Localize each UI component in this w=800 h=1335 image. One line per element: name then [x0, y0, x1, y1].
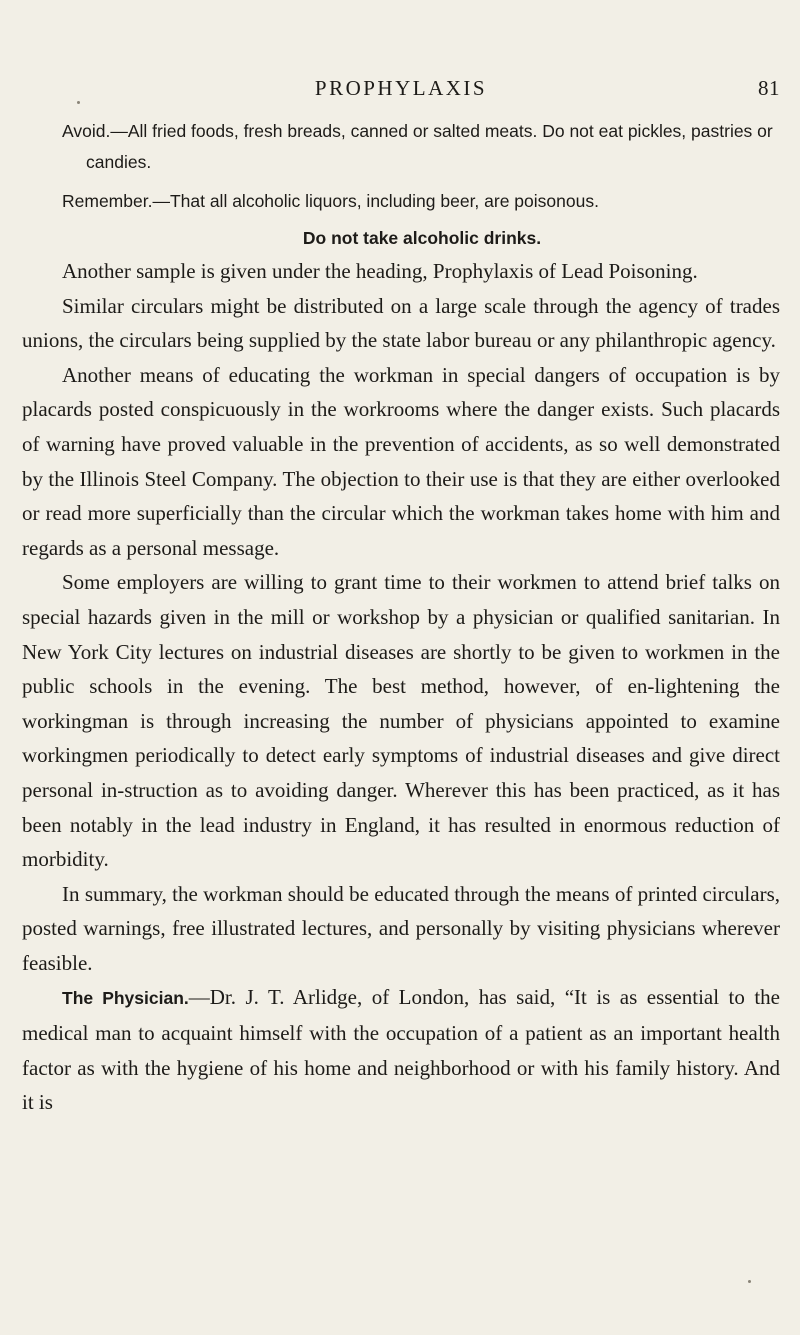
circular-excerpt [62, 116, 782, 262]
paragraph-placards: Another means of educating the workman in special dangers of occupation is by placards posted conspicuously in the workrooms where the danger exists. Such placards of warning have proved valuable in the prevention of accidents, as so well demonstrated by the Illinois Steel Company. The objection to their use is that they are either overlooked or read more superficially than the circular which the workman takes home with him and regards as a personal message. [22, 362, 780, 560]
running-title: PROPHYLAXIS [314, 76, 488, 100]
paragraph-trade-unions: Similar circulars might be distributed on a large scale through the agency of trades unions, the circulars being supplied by the state labor bureau or any philanthropic agency. [22, 293, 780, 353]
remember-instruction: Remember.—That all alcoholic liquors, including beer, are poisonous. [62, 191, 599, 211]
running-head [22, 76, 780, 106]
alcohol-warning: Do not take alcoholic drinks. [302, 228, 542, 248]
paragraph-summary: In summary, the workman should be educated through the means of printed circulars, posted warnings, free illustrated lectures, and personally by visiting physicians wherever feasible. [22, 881, 780, 975]
paper-speck [748, 1280, 751, 1283]
physician-sidehead: The Physician. [62, 988, 189, 1009]
body-text [22, 254, 780, 1120]
avoid-instruction: Avoid.—All fried foods, fresh breads, canned or salted meats. Do not eat pickles, pastries or candies. [62, 121, 773, 172]
paragraph-talks-and-physicians: Some employers are willing to grant time to their workmen to attend brief talks on special hazards given in the mill or workshop by a physician or qualified sanitarian. In New York City lectures on industrial diseases are shortly to be given to workmen in the public schools in the evening. The best method, however, of en-lightening the workingman is through increasing the number of physicians appointed to examine workingmen periodically to detect early symptoms of industrial diseases and give direct personal in-struction as to avoiding danger. Wherever this has been practiced, as it has been notably in the lead industry in England, it has resulted in enormous reduction of morbidity. [22, 570, 780, 872]
paragraph-lead-poisoning-sample: Another sample is given under the heading, Prophylaxis of Lead Poisoning. [62, 259, 698, 283]
physician-text: —Dr. J. T. Arlidge, of London, has said, “It is as essential to the medical man to acquaint himself with the occupation of a patient as an important health factor as with the hygiene of his home and neighborhood or with his family history. And it is [22, 985, 780, 1115]
paper-speck [77, 101, 80, 104]
page-number: 81 [758, 76, 780, 100]
paragraph-physician [22, 980, 780, 1119]
